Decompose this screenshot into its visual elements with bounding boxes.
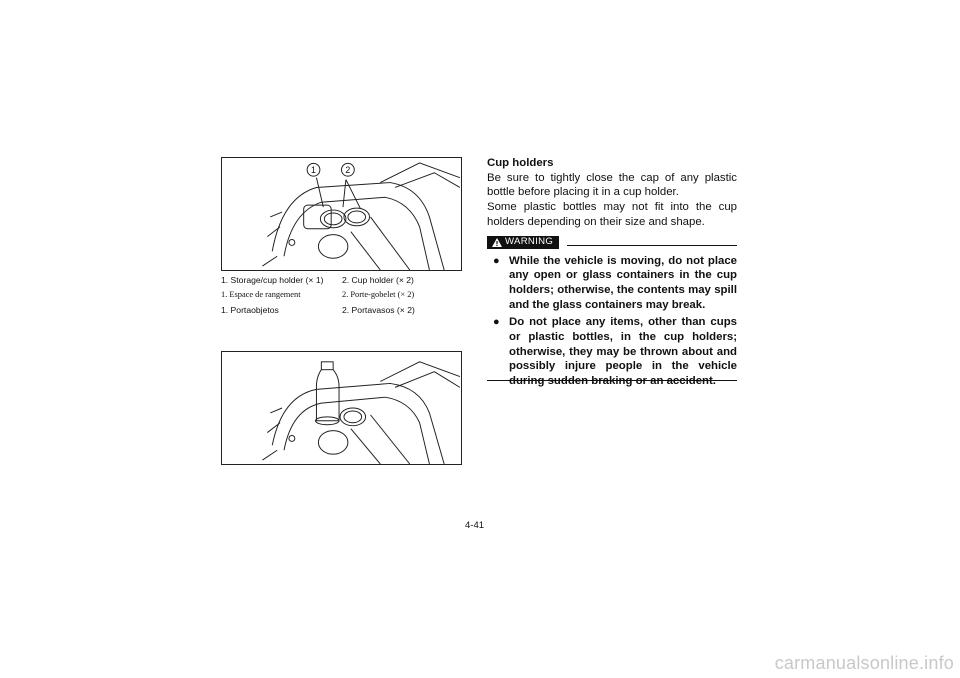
warning-item-1: While the vehicle is moving, do not place any open or glass containers in the cup holders; otherwise, the contents may spill and the glass containers may break. [509,254,737,311]
warning-list [487,254,737,389]
paragraph-2: Some plastic bottles may not fit into the cup holders depending on their size and shape. [487,201,737,228]
figure-captions [221,275,462,320]
warning-rule [567,238,737,246]
caption-1-fr: 1. Espace de rangement [221,290,301,299]
caption-1-es: 1. Portaobjetos [221,305,279,315]
warning-badge [487,236,559,249]
warning-label: WARNING [505,235,554,247]
caption-2-es: 2. Portavasos (× 2) [342,305,415,315]
warning-end-rule [487,380,737,381]
cup-holder-illustration [222,158,461,270]
caption-2-en: 2. Cup holder (× 2) [342,275,414,285]
callout-1: 1 [311,165,316,176]
warning-item-2: Do not place any items, other than cups or plastic bottles, in the cup holders; otherwise, they may be thrown about and possibly injure people in the vehicle during sudden braking or an accident. [509,316,737,388]
warning-header [487,235,737,250]
list-item [487,254,737,313]
section-title: Cup holders [487,157,554,169]
caption-2-fr: 2. Porte-gobelet (× 2) [342,290,415,299]
caption-row-french [221,290,462,305]
watermark: carmanualsonline.info [774,653,954,673]
caption-1-en: 1. Storage/cup holder (× 1) [221,275,324,285]
bottle-illustration [222,352,461,464]
caption-row-spanish [221,305,462,320]
paragraph-1: Be sure to tightly close the cap of any plastic bottle before placing it in a cup holder. [487,171,737,199]
caption-row-english [221,275,462,290]
cup-holders-section [487,156,737,392]
figure-bottle-in-holder [221,351,462,465]
figure-cup-holders [221,157,462,271]
bullet-icon: ● [493,254,500,267]
warning-triangle-icon [492,238,502,247]
list-item [487,315,737,389]
page-number: 4-41 [465,520,485,531]
callout-2: 2 [345,165,351,176]
bullet-icon: ● [493,316,500,329]
